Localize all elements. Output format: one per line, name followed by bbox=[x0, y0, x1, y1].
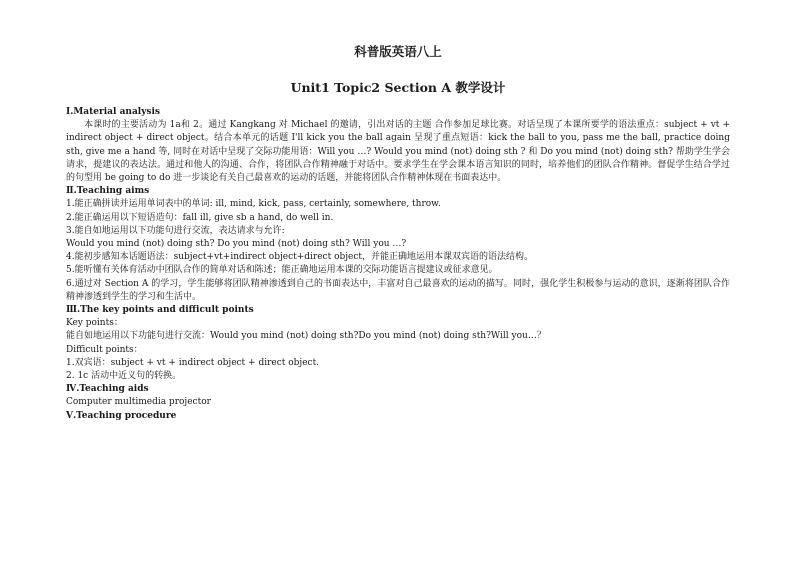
document-title: 科普版英语八上 bbox=[354, 44, 442, 59]
aim-item-2: 2.能正确运用以下短语造句：fall ill, give sb a hand, do well in. bbox=[66, 212, 334, 223]
key-points-label: Key points： bbox=[66, 318, 123, 329]
aim-item-6: 6.通过对 Section A 的学习，学生能够将团队精神渗透到自己的书面表达中，丰富对自己最喜欢的运动的描写。同时，强化学生积极参与运动的意识，逐渐将团队合作精神渗透到学生的学习和生活中。 bbox=[66, 278, 730, 302]
document-body bbox=[66, 106, 730, 423]
aim-item-5: 5.能听懂有关体育活动中团队合作的简单对话和陈述；能正确地运用本课的交际功能语言提建议或征求意见。 bbox=[66, 265, 498, 276]
aids-text: Computer multimedia projector bbox=[66, 397, 211, 408]
aim-item-3-sentences: Would you mind (not) doing sth? Do you mind (not) doing sth? Will you …? bbox=[66, 239, 407, 250]
material-paragraph: 本课时的主要活动为 1a和 2。通过 Kangkang 对 Michael 的邀请，引出对话的主题 合作参加足球比赛。对话呈现了本课所要学的语法重点：subject + vt + indirect object + direct object。结合本单元的话题 I'll kick you the ball again 呈现了重点短语：kick the ball to you, pass me the ball, practice doing sth, give me a hand 等, 同时在对话中呈现了交际功能用语：Will you …? Would you mind (not) doing sth ? 和 Do you mind (not) doing sth? 帮助学生学会请求，提建议的表达法。通过和他人的沟通、合作，将团队合作精神融于对话中。要求学生在学会课本语言知识的同时，培养他们的团队合作精神。督促学生结合学过的句型用 be going to do 进一步谈论有关自己最喜欢的运动的话题，并能将团队合作精神体现在书面表达中。 bbox=[66, 120, 730, 184]
section-heading-aims: Ⅱ.Teaching aims bbox=[66, 186, 150, 197]
aim-item-3: 3.能自如地运用以下功能句进行交流，表达请求与允许: bbox=[66, 225, 285, 236]
difficult-point-2: 2. 1c 活动中近义句的转换。 bbox=[66, 371, 182, 382]
aim-item-4: 4.能初步感知本话题语法：subject+vt+indirect object+direct object，并能正确地运用本课双宾语的语法结构。 bbox=[66, 252, 534, 263]
difficult-point-1: 1.双宾语：subject + vt + indirect object + direct object. bbox=[66, 357, 320, 368]
document-subtitle: Unit1 Topic2 Section A 教学设计 bbox=[290, 80, 506, 95]
difficult-points-label: Difficult points： bbox=[66, 344, 143, 355]
section-heading-material: Ⅰ.Material analysis bbox=[66, 107, 160, 117]
key-points-text: 能自如地运用以下功能句进行交流：Would you mind (not) doing sth?Do you mind (not) doing sth?Will you…？ bbox=[66, 331, 546, 342]
section-heading-procedure: Ⅴ.Teaching procedure bbox=[66, 410, 177, 421]
section-heading-aids: Ⅳ.Teaching aids bbox=[66, 384, 149, 395]
section-heading-key-points: Ⅲ.The key points and difficult points bbox=[66, 305, 254, 316]
aim-item-1: 1.能正确拼读并运用单词表中的单词: ill, mind, kick, pass, certainly, somewhere, throw. bbox=[66, 199, 441, 210]
